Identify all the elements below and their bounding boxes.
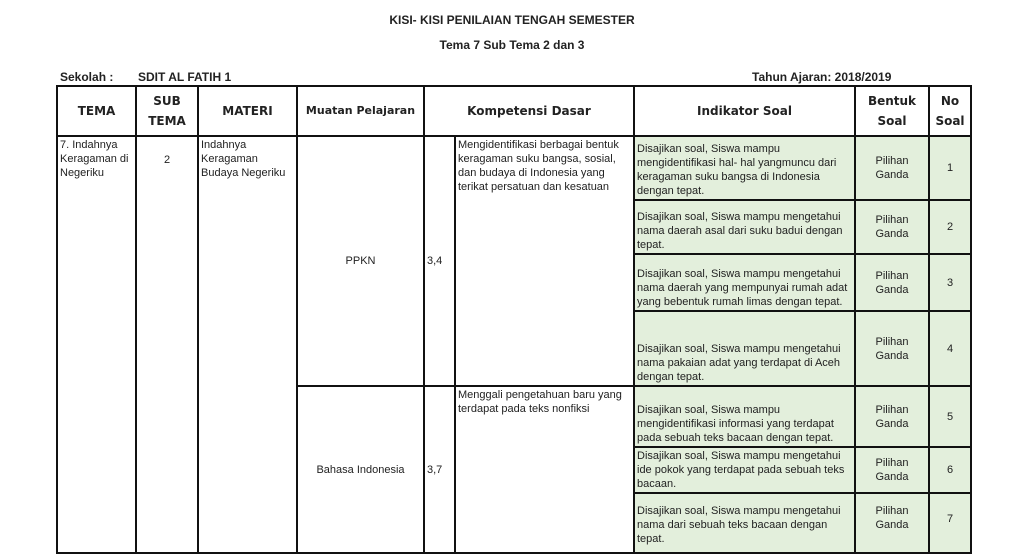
muatan-cell: PPKN bbox=[297, 136, 424, 386]
header-row bbox=[57, 86, 971, 136]
col-header-tema: TEMA bbox=[57, 86, 136, 136]
bentuk-cell: Pilihan Ganda bbox=[855, 311, 929, 386]
muatan-cell: Bahasa Indonesia bbox=[297, 386, 424, 553]
kisi-kisi-table bbox=[56, 85, 972, 554]
col-header-no: No Soal bbox=[929, 86, 971, 136]
bentuk-cell: Pilihan Ganda bbox=[855, 447, 929, 493]
no-cell: 1 bbox=[929, 136, 971, 200]
indikator-cell: Disajikan soal, Siswa mampu mengetahui nama pakaian adat yang terdapat di Aceh dengan tepat. bbox=[634, 311, 855, 386]
no-cell: 6 bbox=[929, 447, 971, 493]
table-row bbox=[57, 136, 971, 200]
col-header-materi: MATERI bbox=[198, 86, 297, 136]
document-subtitle: Tema 7 Sub Tema 2 dan 3 bbox=[439, 38, 585, 52]
indikator-cell: Disajikan soal, Siswa mampu mengetahui ide pokok yang terdapat pada sebuah teks bacaan. bbox=[634, 447, 855, 493]
no-cell: 7 bbox=[929, 493, 971, 553]
col-header-kd: Kompetensi Dasar bbox=[424, 86, 634, 136]
tema-cell: 7. Indahnya Keragaman di Negeriku bbox=[57, 136, 136, 553]
kd-text-cell: Menggali pengetahuan baru yang terdapat pada teks nonfiksi bbox=[455, 386, 634, 553]
kd-text-cell: Mengidentifikasi berbagai bentuk keragaman suku bangsa, sosial, dan budaya di Indonesia yang terikat persatuan dan kesatuan bbox=[455, 136, 634, 386]
school-value: SDIT AL FATIH 1 bbox=[138, 70, 232, 84]
bentuk-cell: Pilihan Ganda bbox=[855, 136, 929, 200]
kd-number-cell: 3,4 bbox=[424, 136, 455, 386]
school-label: Sekolah : bbox=[60, 70, 114, 84]
indikator-cell: Disajikan soal, Siswa mampu mengidentifikasi informasi yang terdapat pada sebuah teks bacaan dengan tepat. bbox=[634, 386, 855, 447]
materi-cell: Indahnya Keragaman Budaya Negeriku bbox=[198, 136, 297, 553]
bentuk-cell: Pilihan Ganda bbox=[855, 200, 929, 254]
kd-number-cell: 3,7 bbox=[424, 386, 455, 553]
indikator-cell: Disajikan soal, Siswa mampu mengidentifikasi hal- hal yangmuncu dari keragaman suku bangsa di Indonesia dengan tepat. bbox=[634, 136, 855, 200]
academic-year: Tahun Ajaran: 2018/2019 bbox=[752, 70, 892, 84]
col-header-bentuk: Bentuk Soal bbox=[855, 86, 929, 136]
no-cell: 3 bbox=[929, 254, 971, 311]
bentuk-cell: Pilihan Ganda bbox=[855, 493, 929, 553]
indikator-cell: Disajikan soal, Siswa mampu mengetahui nama dari sebuah teks bacaan dengan tepat. bbox=[634, 493, 855, 553]
no-cell: 5 bbox=[929, 386, 971, 447]
indikator-cell: Disajikan soal, Siswa mampu mengetahui nama daerah yang mempunyai rumah adat yang bebentuk rumah limas dengan tepat. bbox=[634, 254, 855, 311]
bentuk-cell: Pilihan Ganda bbox=[855, 386, 929, 447]
document-title: KISI- KISI PENILAIAN TENGAH SEMESTER bbox=[389, 13, 635, 27]
no-cell: 4 bbox=[929, 311, 971, 386]
no-cell: 2 bbox=[929, 200, 971, 254]
bentuk-cell: Pilihan Ganda bbox=[855, 254, 929, 311]
col-header-muatan: Muatan Pelajaran bbox=[297, 86, 424, 136]
sub-tema-cell: 2 bbox=[136, 136, 198, 553]
indikator-cell: Disajikan soal, Siswa mampu mengetahui nama daerah asal dari suku badui dengan tepat. bbox=[634, 200, 855, 254]
col-header-sub-tema: SUB TEMA bbox=[136, 86, 198, 136]
col-header-indikator: Indikator Soal bbox=[634, 86, 855, 136]
